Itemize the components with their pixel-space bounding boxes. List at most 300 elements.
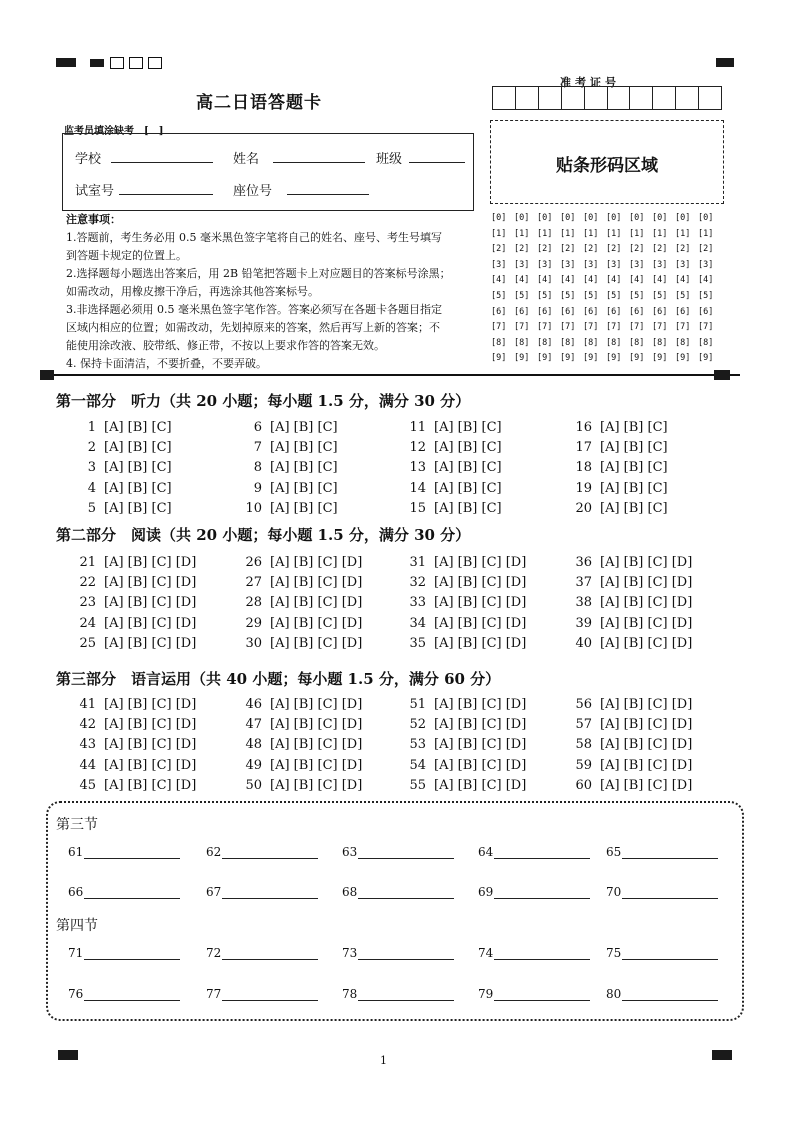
digit-bubble[interactable]: [0] [675,213,691,223]
question-number: 21 [79,555,96,570]
digit-bubble[interactable]: [4] [583,275,599,286]
question-row[interactable] [70,595,196,610]
answer-options[interactable]: [A] [B] [C] [434,460,502,476]
written-answer-line[interactable] [358,898,454,899]
question-number: 53 [409,737,426,753]
question-row[interactable] [70,758,196,773]
digit-bubble[interactable]: [1] [629,228,645,239]
answer-options[interactable]: [A] [B] [C] [D] [434,717,527,733]
answer-options[interactable]: [A] [B] [C] [D] [270,757,363,773]
digit-bubble[interactable]: [0] [537,213,553,223]
digit-bubble[interactable]: [0] [583,213,599,223]
answer-options[interactable]: [A] [B] [C] [270,460,338,476]
question-row[interactable] [236,420,338,435]
question-row[interactable] [400,481,502,496]
answer-options[interactable]: [A] [B] [C] [600,480,668,496]
answer-options[interactable]: [A] [B] [C] [D] [600,635,693,651]
digit-bubble[interactable]: [8] [652,337,668,348]
written-question-number: 73 [342,946,358,960]
written-answer-line[interactable] [222,898,318,899]
question-row[interactable] [236,440,338,455]
question-row[interactable] [236,595,362,610]
digit-bubble[interactable]: [4] [537,275,553,286]
written-answer-line[interactable] [622,858,718,859]
digit-bubble[interactable]: [9] [514,353,530,364]
question-row[interactable] [566,697,692,712]
answer-options[interactable]: [A] [B] [C] [434,440,502,456]
digit-bubble[interactable]: [2] [606,244,622,255]
seat-field[interactable] [287,194,369,195]
digit-bubble[interactable]: [8] [629,337,645,348]
answer-options[interactable]: [A] [B] [C] [D] [270,555,363,570]
question-row[interactable] [566,481,668,496]
question-number: 38 [575,595,592,611]
answer-options[interactable]: [A] [B] [C] [270,500,338,516]
question-row[interactable] [566,440,668,455]
question-row[interactable] [236,555,362,570]
digit-bubble[interactable]: [5] [537,291,553,301]
registration-mark-bottom-left [58,1050,78,1060]
absent-mark-label[interactable]: 监考员填涂缺考 [ ] [64,126,164,137]
question-row[interactable] [400,575,526,590]
digit-bubble[interactable]: [4] [652,275,668,286]
answer-options[interactable]: [A] [B] [C] [434,500,502,516]
digit-bubble[interactable]: [7] [583,322,599,333]
answer-options[interactable]: [A] [B] [C] [D] [434,757,527,773]
page-number: 1 [380,1054,387,1067]
question-row[interactable] [236,481,338,496]
answer-options[interactable]: [A] [B] [C] [D] [600,757,693,773]
digit-bubble[interactable]: [5] [652,291,668,301]
question-row[interactable] [400,420,502,435]
question-number: 24 [79,615,96,631]
digit-bubble[interactable]: [9] [698,353,714,364]
digit-bubble[interactable]: [6] [606,306,622,317]
answer-options[interactable]: [A] [B] [C] [D] [434,555,527,570]
answer-options[interactable]: [A] [B] [C] [D] [600,555,693,570]
digit-bubble[interactable]: [4] [698,275,714,286]
digit-bubble[interactable]: [6] [698,306,714,317]
question-row[interactable] [236,636,362,651]
written-answer-line[interactable] [622,898,718,899]
answer-options[interactable]: [A] [B] [C] [D] [270,777,363,793]
answer-options[interactable]: [A] [B] [C] [D] [434,615,527,631]
digit-bubble[interactable]: [7] [537,322,553,333]
digit-bubble[interactable]: [8] [698,337,714,348]
digit-bubble[interactable]: [6] [675,306,691,317]
question-row[interactable] [400,758,526,773]
question-row[interactable] [236,575,362,590]
written-answer-line[interactable] [494,858,590,859]
digit-bubble[interactable]: [8] [560,337,576,348]
answer-options[interactable]: [A] [B] [C] [D] [600,737,693,753]
digit-bubble[interactable]: [3] [629,259,645,270]
written-question-number: 64 [478,845,494,859]
answer-options[interactable]: [A] [B] [C] [D] [104,697,197,712]
answer-options[interactable]: [A] [B] [C] [270,440,338,456]
written-answer-line[interactable] [358,959,454,960]
answer-options[interactable]: [A] [B] [C] [D] [104,595,197,611]
digit-bubble[interactable]: [5] [606,291,622,301]
digit-bubble[interactable]: [7] [675,322,691,333]
question-row[interactable] [400,501,502,516]
question-row[interactable] [400,460,502,475]
digit-bubble[interactable]: [3] [491,259,507,270]
digit-bubble[interactable]: [1] [560,228,576,239]
question-row[interactable] [70,440,172,455]
digit-bubble[interactable]: [5] [514,291,530,301]
answer-options[interactable]: [A] [B] [C] [104,460,172,476]
digit-bubble[interactable]: [3] [698,259,714,270]
question-row[interactable] [70,575,196,590]
digit-bubble[interactable]: [0] [491,213,507,223]
digit-bubble[interactable]: [3] [537,259,553,270]
written-answer-line[interactable] [222,858,318,859]
digit-bubble[interactable]: [7] [491,322,507,333]
digit-bubble[interactable]: [1] [606,228,622,239]
question-row[interactable] [70,737,196,752]
digit-bubble[interactable]: [7] [514,322,530,333]
question-number: 19 [575,480,592,496]
question-row[interactable] [70,501,172,516]
digit-bubble[interactable]: [9] [629,353,645,364]
answer-options[interactable]: [A] [B] [C] [D] [434,635,527,651]
answer-options[interactable]: [A] [B] [C] [D] [600,717,693,733]
question-row[interactable] [566,717,692,732]
answer-options[interactable]: [A] [B] [C] [D] [600,615,693,631]
barcode-area [490,120,724,204]
written-answer-line[interactable] [84,898,180,899]
question-row[interactable] [70,778,196,793]
digit-bubble[interactable]: [3] [560,259,576,270]
written-question-number: 66 [68,885,84,899]
written-answer-line[interactable] [84,858,180,859]
question-number: 56 [575,697,592,712]
digit-bubble[interactable]: [6] [652,306,668,317]
question-row[interactable] [400,717,526,732]
question-number: 46 [245,697,262,712]
digit-bubble[interactable]: [3] [514,259,530,270]
written-answer-line[interactable] [84,1000,180,1001]
answer-options[interactable]: [A] [B] [C] [D] [600,777,693,793]
question-number: 9 [253,480,262,496]
digit-bubble[interactable]: [0] [629,213,645,223]
answer-options[interactable]: [A] [B] [C] [D] [104,615,197,631]
answer-options[interactable]: [A] [B] [C] [600,420,668,435]
question-row[interactable] [566,636,692,651]
answer-options[interactable]: [A] [B] [C] [D] [270,697,363,712]
digit-bubble[interactable]: [5] [491,291,507,301]
question-row[interactable] [566,420,668,435]
answer-options[interactable]: [A] [B] [C] [270,480,338,496]
question-number: 25 [79,635,96,651]
digit-bubble[interactable]: [5] [675,291,691,301]
answer-options[interactable]: [A] [B] [C] [D] [104,717,197,733]
question-row[interactable] [566,575,692,590]
answer-options[interactable]: [A] [B] [C] [D] [270,575,363,591]
answer-options[interactable]: [A] [B] [C] [434,480,502,496]
question-row[interactable] [236,778,362,793]
question-number: 36 [575,555,592,570]
digit-bubble[interactable]: [2] [514,244,530,255]
written-answer-line[interactable] [494,898,590,899]
written-answer-line[interactable] [622,959,718,960]
written-question-number: 62 [206,845,222,859]
digit-bubble[interactable]: [0] [514,213,530,223]
question-row[interactable] [400,440,502,455]
digit-bubble[interactable]: [6] [514,306,530,317]
question-row[interactable] [566,758,692,773]
question-row[interactable] [566,595,692,610]
digit-bubble[interactable]: [9] [583,353,599,364]
answer-options[interactable]: [A] [B] [C] [600,460,668,476]
question-number: 37 [575,575,592,591]
instructions-title: 注意事项： [66,213,121,226]
digit-bubble[interactable]: [9] [560,353,576,364]
instruction-line: 能使用涂改液、胶带纸、修正带，不按以上要求作答的答案无效。 [66,339,385,352]
digit-bubble[interactable]: [6] [629,306,645,317]
question-number: 34 [409,615,426,631]
digit-bubble[interactable]: [9] [491,353,507,364]
digit-bubble[interactable]: [7] [698,322,714,333]
written-answer-line[interactable] [622,1000,718,1001]
digit-bubble[interactable]: [2] [583,244,599,255]
question-row[interactable] [236,737,362,752]
answer-options[interactable]: [A] [B] [C] [D] [104,777,197,793]
question-number: 45 [79,777,96,793]
digit-bubble[interactable]: [6] [583,306,599,317]
page-box [110,57,124,69]
instruction-line: 1.答题前，考生务必用 0.5 毫米黑色签字笔将自己的姓名、座号、考生号填写 [66,231,442,244]
section-language-title: 第三部分 语言运用（共 40 小题；每小题 1.5 分，满分 60 分） [56,670,501,688]
digit-bubble[interactable]: [2] [537,244,553,255]
question-number: 30 [245,635,262,651]
question-row[interactable] [566,778,692,793]
digit-bubble[interactable]: [3] [583,259,599,270]
question-row[interactable] [70,481,172,496]
instruction-line: 如需改动，用橡皮擦干净后，再选涂其他答案标号。 [66,285,319,298]
answer-options[interactable]: [A] [B] [C] [D] [270,717,363,733]
digit-bubble[interactable]: [2] [652,244,668,255]
digit-bubble[interactable]: [8] [675,337,691,348]
question-number: 29 [245,615,262,631]
room-label: 试室号 [75,184,115,199]
digit-bubble[interactable]: [1] [537,228,553,239]
question-row[interactable] [70,636,196,651]
written-question-number: 68 [342,885,358,899]
question-number: 32 [409,575,426,591]
question-number: 11 [409,420,426,435]
question-number: 57 [575,717,592,733]
section-listening-title: 第一部分 听力（共 20 小题；每小题 1.5 分，满分 30 分） [56,392,471,410]
answer-options[interactable]: [A] [B] [C] [D] [434,575,527,591]
registration-mark-top-small [90,59,104,67]
digit-bubble[interactable]: [7] [629,322,645,333]
digit-bubble[interactable]: [0] [698,213,714,223]
question-number: 44 [79,757,96,773]
digit-bubble[interactable]: [0] [606,213,622,223]
question-row[interactable] [400,737,526,752]
digit-bubble[interactable]: [5] [583,291,599,301]
written-answer-line[interactable] [222,1000,318,1001]
written-answer-line[interactable] [84,959,180,960]
digit-bubble[interactable]: [4] [491,275,507,286]
question-number: 47 [245,717,262,733]
question-row[interactable] [236,501,338,516]
digit-bubble[interactable]: [1] [698,228,714,239]
admission-number-grid[interactable] [492,86,722,110]
digit-bubble[interactable]: [1] [491,228,507,239]
answer-options[interactable]: [A] [B] [C] [104,440,172,456]
digit-bubble[interactable]: [7] [606,322,622,333]
answer-options[interactable]: [A] [B] [C] [D] [434,737,527,753]
question-number: 7 [253,440,262,456]
digit-bubble[interactable]: [8] [583,337,599,348]
answer-options[interactable]: [A] [B] [C] [600,500,668,516]
question-number: 41 [79,697,96,712]
answer-options[interactable]: [A] [B] [C] [D] [600,595,693,611]
digit-bubble[interactable]: [1] [583,228,599,239]
written-question-number: 75 [606,946,622,960]
question-row[interactable] [70,555,196,570]
digit-bubble[interactable]: [4] [629,275,645,286]
answer-options[interactable]: [A] [B] [C] [D] [104,757,197,773]
digit-bubble[interactable]: [4] [560,275,576,286]
instruction-line: 3.非选择题必须用 0.5 毫米黑色签字笔作答。答案必须写在各题卡各题目指定 [66,303,442,316]
digit-bubble[interactable]: [4] [514,275,530,286]
question-row[interactable] [400,778,526,793]
room-field[interactable] [119,194,213,195]
question-row[interactable] [400,697,526,712]
answer-options[interactable]: [A] [B] [C] [434,420,502,435]
answer-options[interactable]: [A] [B] [C] [D] [600,575,693,591]
answer-options[interactable]: [A] [B] [C] [D] [104,575,197,591]
digit-bubble[interactable]: [9] [675,353,691,364]
digit-bubble[interactable]: [5] [698,291,714,301]
question-number: 26 [245,555,262,570]
digit-bubble[interactable]: [9] [606,353,622,364]
digit-bubble[interactable]: [9] [537,353,553,364]
instruction-line: 4. 保持卡面清洁，不要折叠，不要弄破。 [66,357,267,370]
question-row[interactable] [400,555,526,570]
written-question-number: 80 [606,987,622,1001]
question-row[interactable] [70,717,196,732]
question-row[interactable] [236,697,362,712]
name-field[interactable] [273,162,365,163]
question-row[interactable] [566,460,668,475]
digit-bubble[interactable]: [2] [560,244,576,255]
seat-label: 座位号 [233,184,273,199]
answer-options[interactable]: [A] [B] [C] [270,420,338,435]
question-row[interactable] [400,595,526,610]
question-row[interactable] [566,555,692,570]
answer-options[interactable]: [A] [B] [C] [104,500,172,516]
digit-bubble[interactable]: [2] [698,244,714,255]
digit-bubble[interactable]: [3] [606,259,622,270]
question-row[interactable] [236,616,362,631]
answer-options[interactable]: [A] [B] [C] [D] [104,635,197,651]
answer-options[interactable]: [A] [B] [C] [104,420,172,435]
digit-bubble[interactable]: [8] [537,337,553,348]
digit-bubble[interactable]: [2] [629,244,645,255]
written-question-number: 71 [68,946,84,960]
digit-bubble[interactable]: [6] [491,306,507,317]
question-number: 28 [245,595,262,611]
answer-options[interactable]: [A] [B] [C] [D] [434,777,527,793]
written-question-number: 63 [342,845,358,859]
digit-bubble[interactable]: [2] [491,244,507,255]
answer-options[interactable]: [A] [B] [C] [D] [434,595,527,611]
digit-bubble[interactable]: [8] [606,337,622,348]
divider [40,374,740,376]
question-number: 16 [575,420,592,435]
question-row[interactable] [566,737,692,752]
question-row[interactable] [70,697,196,712]
class-field[interactable] [409,162,465,163]
digit-bubble[interactable]: [6] [560,306,576,317]
answer-options[interactable]: [A] [B] [C] [D] [104,737,197,753]
school-field[interactable] [111,162,213,163]
digit-bubble[interactable]: [0] [560,213,576,223]
school-label: 学校 [75,152,102,167]
digit-bubble[interactable]: [8] [491,337,507,348]
question-number: 54 [409,757,426,773]
digit-bubble[interactable]: [7] [560,322,576,333]
digit-bubble[interactable]: [3] [652,259,668,270]
answer-options[interactable]: [A] [B] [C] [D] [104,555,197,570]
digit-bubble[interactable]: [1] [652,228,668,239]
written-answer-line[interactable] [222,959,318,960]
written-answer-line[interactable] [358,1000,454,1001]
answer-options[interactable]: [A] [B] [C] [104,480,172,496]
written-answer-line[interactable] [494,1000,590,1001]
answer-options[interactable]: [A] [B] [C] [D] [270,615,363,631]
answer-options[interactable]: [A] [B] [C] [D] [600,697,693,712]
answer-options[interactable]: [A] [B] [C] [D] [270,635,363,651]
digit-bubble[interactable]: [9] [652,353,668,364]
digit-bubble[interactable]: [7] [652,322,668,333]
question-row[interactable] [70,460,172,475]
question-row[interactable] [236,758,362,773]
digit-bubble[interactable]: [4] [606,275,622,286]
digit-bubble[interactable]: [6] [537,306,553,317]
written-answer-line[interactable] [494,959,590,960]
question-row[interactable] [400,616,526,631]
question-row[interactable] [400,636,526,651]
digit-bubble[interactable]: [2] [675,244,691,255]
answer-options[interactable]: [A] [B] [C] [D] [434,697,527,712]
written-answer-line[interactable] [358,858,454,859]
question-row[interactable] [566,616,692,631]
answer-options[interactable]: [A] [B] [C] [D] [270,737,363,753]
digit-bubble[interactable]: [4] [675,275,691,286]
digit-bubble[interactable]: [1] [675,228,691,239]
digit-bubble[interactable]: [1] [514,228,530,239]
question-row[interactable] [70,420,172,435]
question-row[interactable] [236,717,362,732]
question-row[interactable] [70,616,196,631]
digit-bubble[interactable]: [3] [675,259,691,270]
written-question-number: 61 [68,845,84,859]
digit-bubble[interactable]: [5] [560,291,576,301]
question-row[interactable] [566,501,668,516]
question-row[interactable] [236,460,338,475]
digit-bubble[interactable]: [0] [652,213,668,223]
digit-bubble[interactable]: [5] [629,291,645,301]
answer-options[interactable]: [A] [B] [C] [D] [270,595,363,611]
digit-bubble[interactable]: [8] [514,337,530,348]
answer-options[interactable]: [A] [B] [C] [600,440,668,456]
